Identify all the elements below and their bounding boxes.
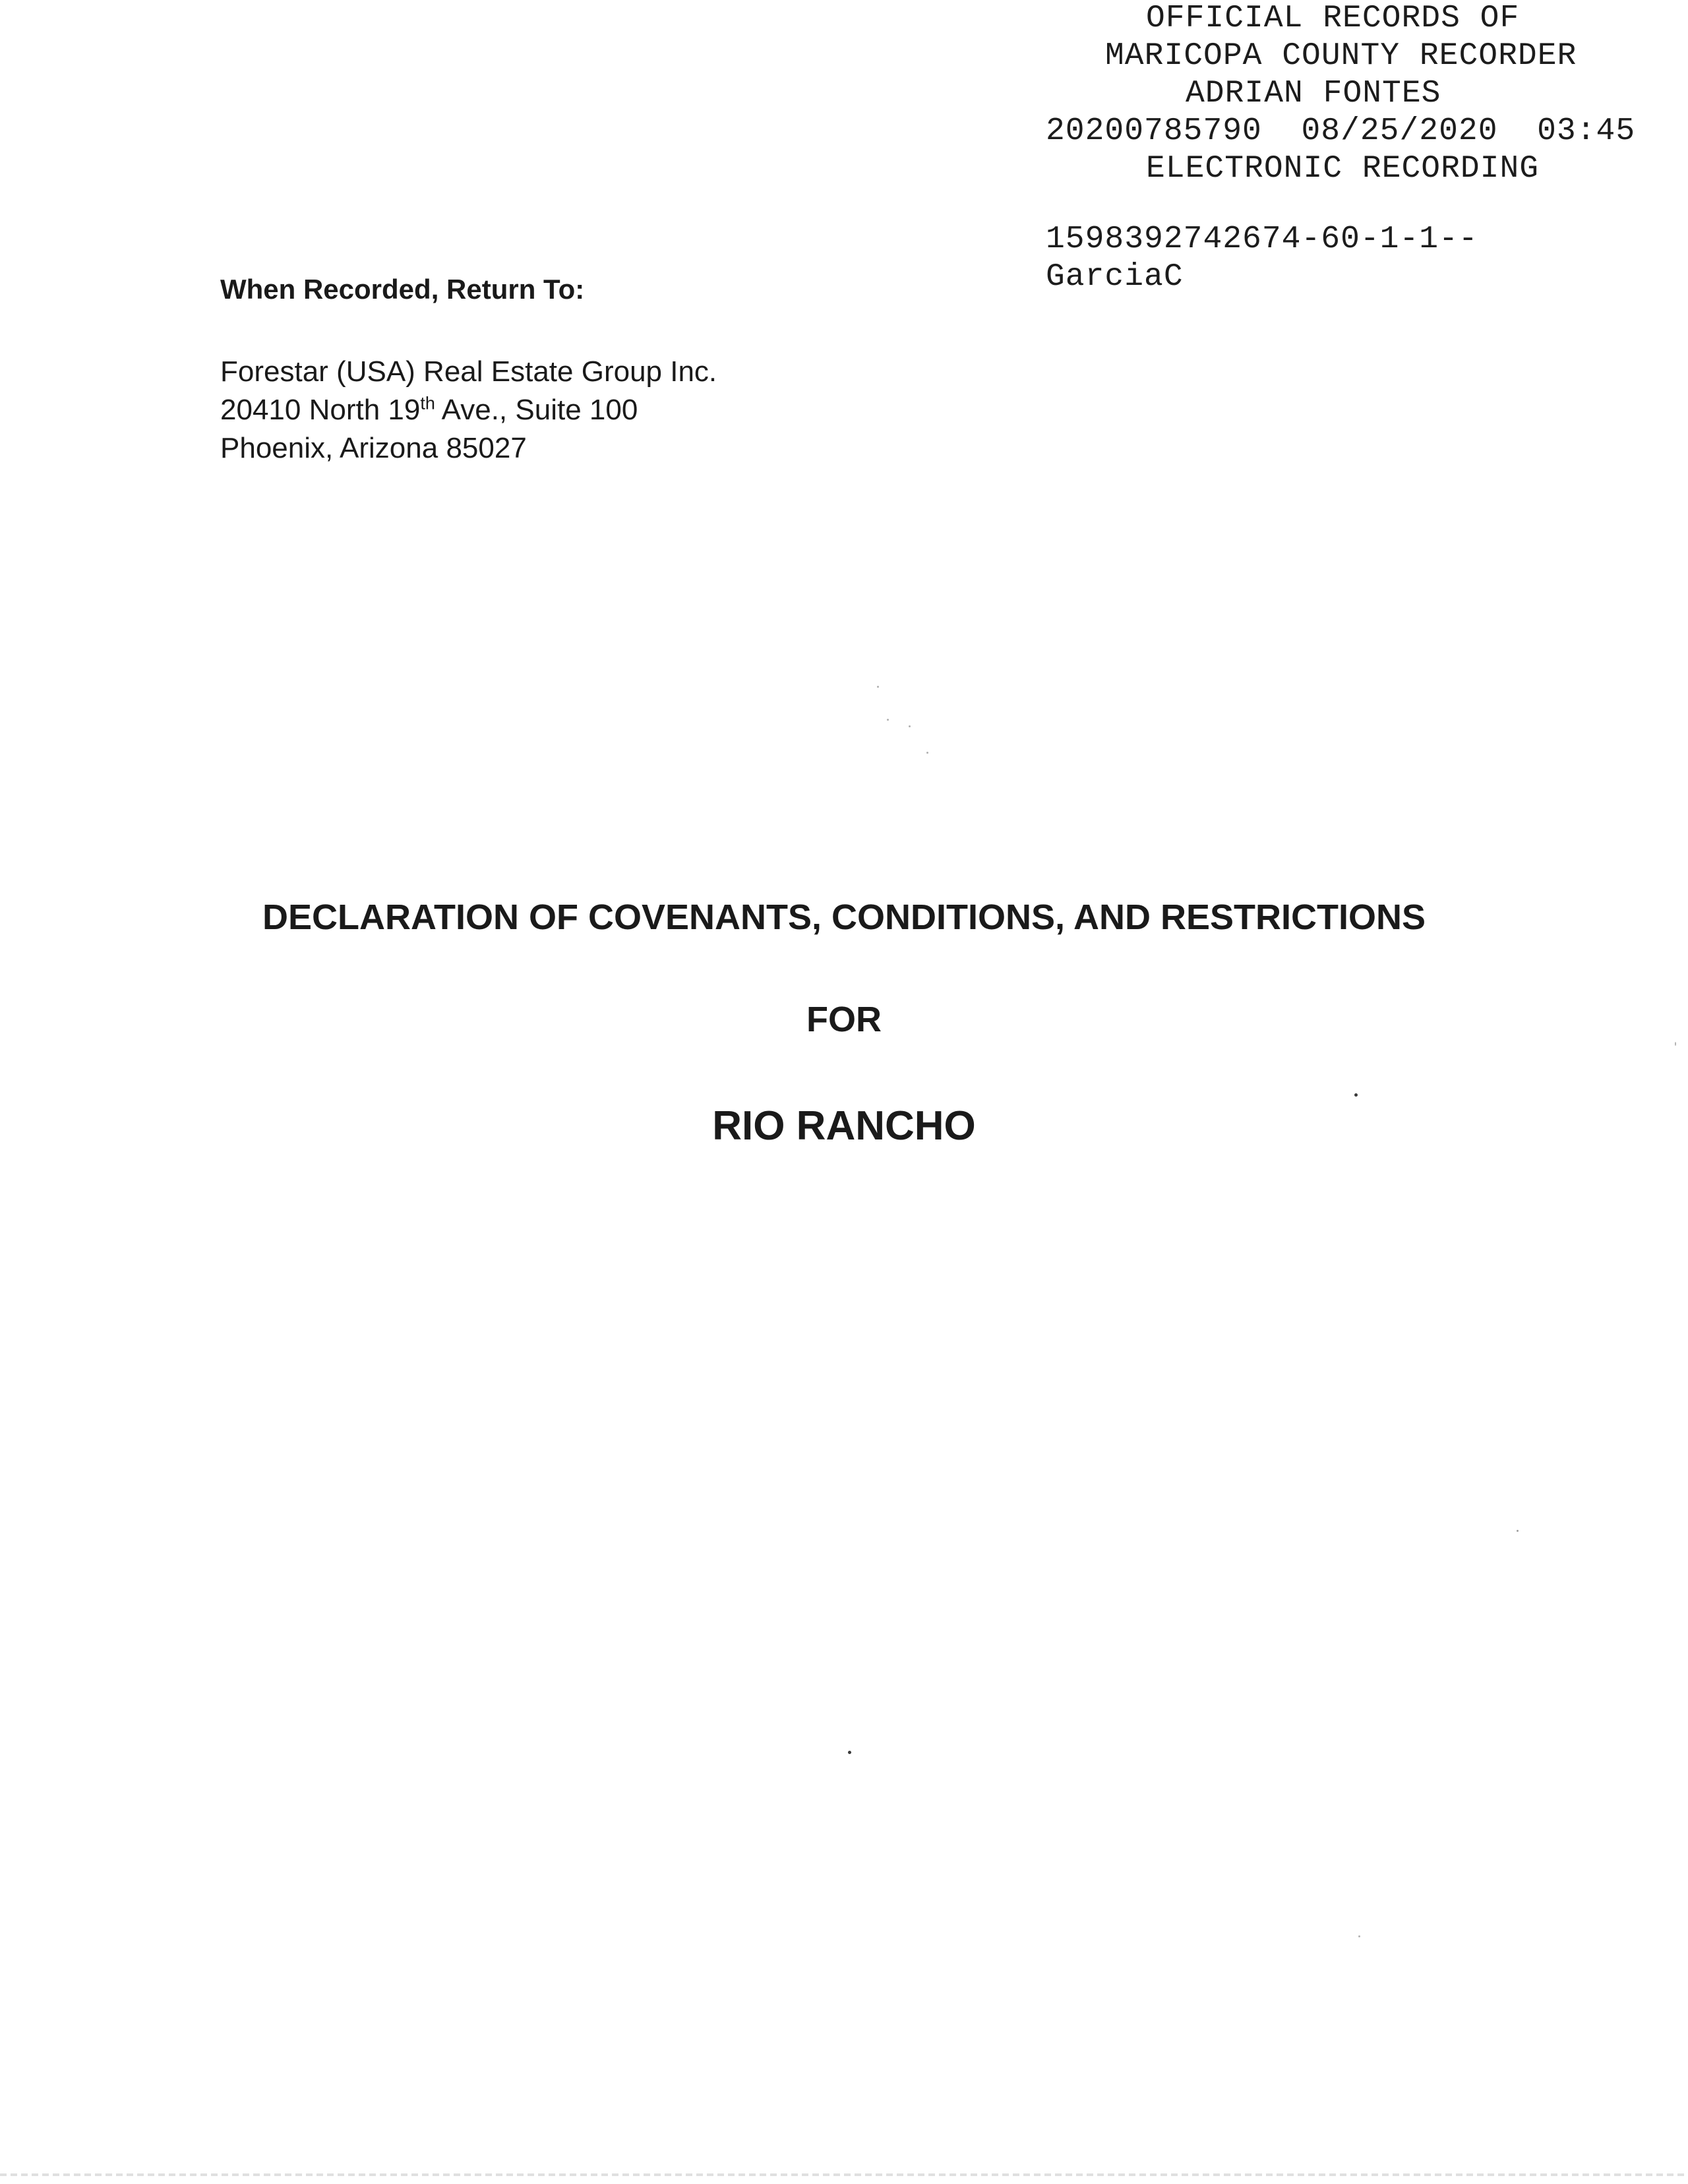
document-title-for: FOR (806, 1000, 882, 1039)
scan-speck (909, 725, 911, 727)
address-city: Phoenix, Arizona 85027 (220, 432, 527, 464)
scan-speck (877, 686, 879, 688)
scan-edge (0, 2173, 1688, 2176)
recorder-stamp (1029, 0, 1675, 296)
stamp-line-record-number-date: 20200785790 08/25/2020 03:45 (1046, 113, 1636, 149)
address-street-number: 20410 North 19 (220, 394, 421, 426)
address-street (220, 391, 717, 429)
address-company: Forestar (USA) Real Estate Group Inc. (220, 355, 717, 388)
address-street-suite: Ave., Suite 100 (435, 394, 638, 426)
scan-speck (1517, 1530, 1519, 1532)
scan-speck (1358, 1935, 1360, 1937)
return-to-heading: When Recorded, Return To: (220, 274, 585, 305)
stamp-line-electronic-recording: ELECTRONIC RECORDING (1146, 151, 1540, 187)
document-title: DECLARATION OF COVENANTS, CONDITIONS, AND RESTRICTIONS (262, 897, 1426, 937)
document-subdivision-name: RIO RANCHO (712, 1103, 976, 1149)
scan-speck (926, 752, 928, 754)
return-address (220, 353, 717, 468)
scan-speck (848, 1751, 851, 1754)
stamp-line-transaction-id: 1598392742674-60-1-1-- (1046, 222, 1478, 257)
scan-speck (1354, 1093, 1358, 1097)
scan-speck (887, 719, 889, 721)
address-street-ordinal: th (420, 393, 435, 413)
scan-speck (1675, 1042, 1676, 1046)
stamp-line-county-recorder: MARICOPA COUNTY RECORDER (1105, 38, 1577, 74)
stamp-line-clerk: GarciaC (1046, 259, 1184, 295)
stamp-line-recorder-name: ADRIAN FONTES (1186, 76, 1441, 111)
stamp-line-official-records: OFFICIAL RECORDS OF (1146, 1, 1520, 36)
